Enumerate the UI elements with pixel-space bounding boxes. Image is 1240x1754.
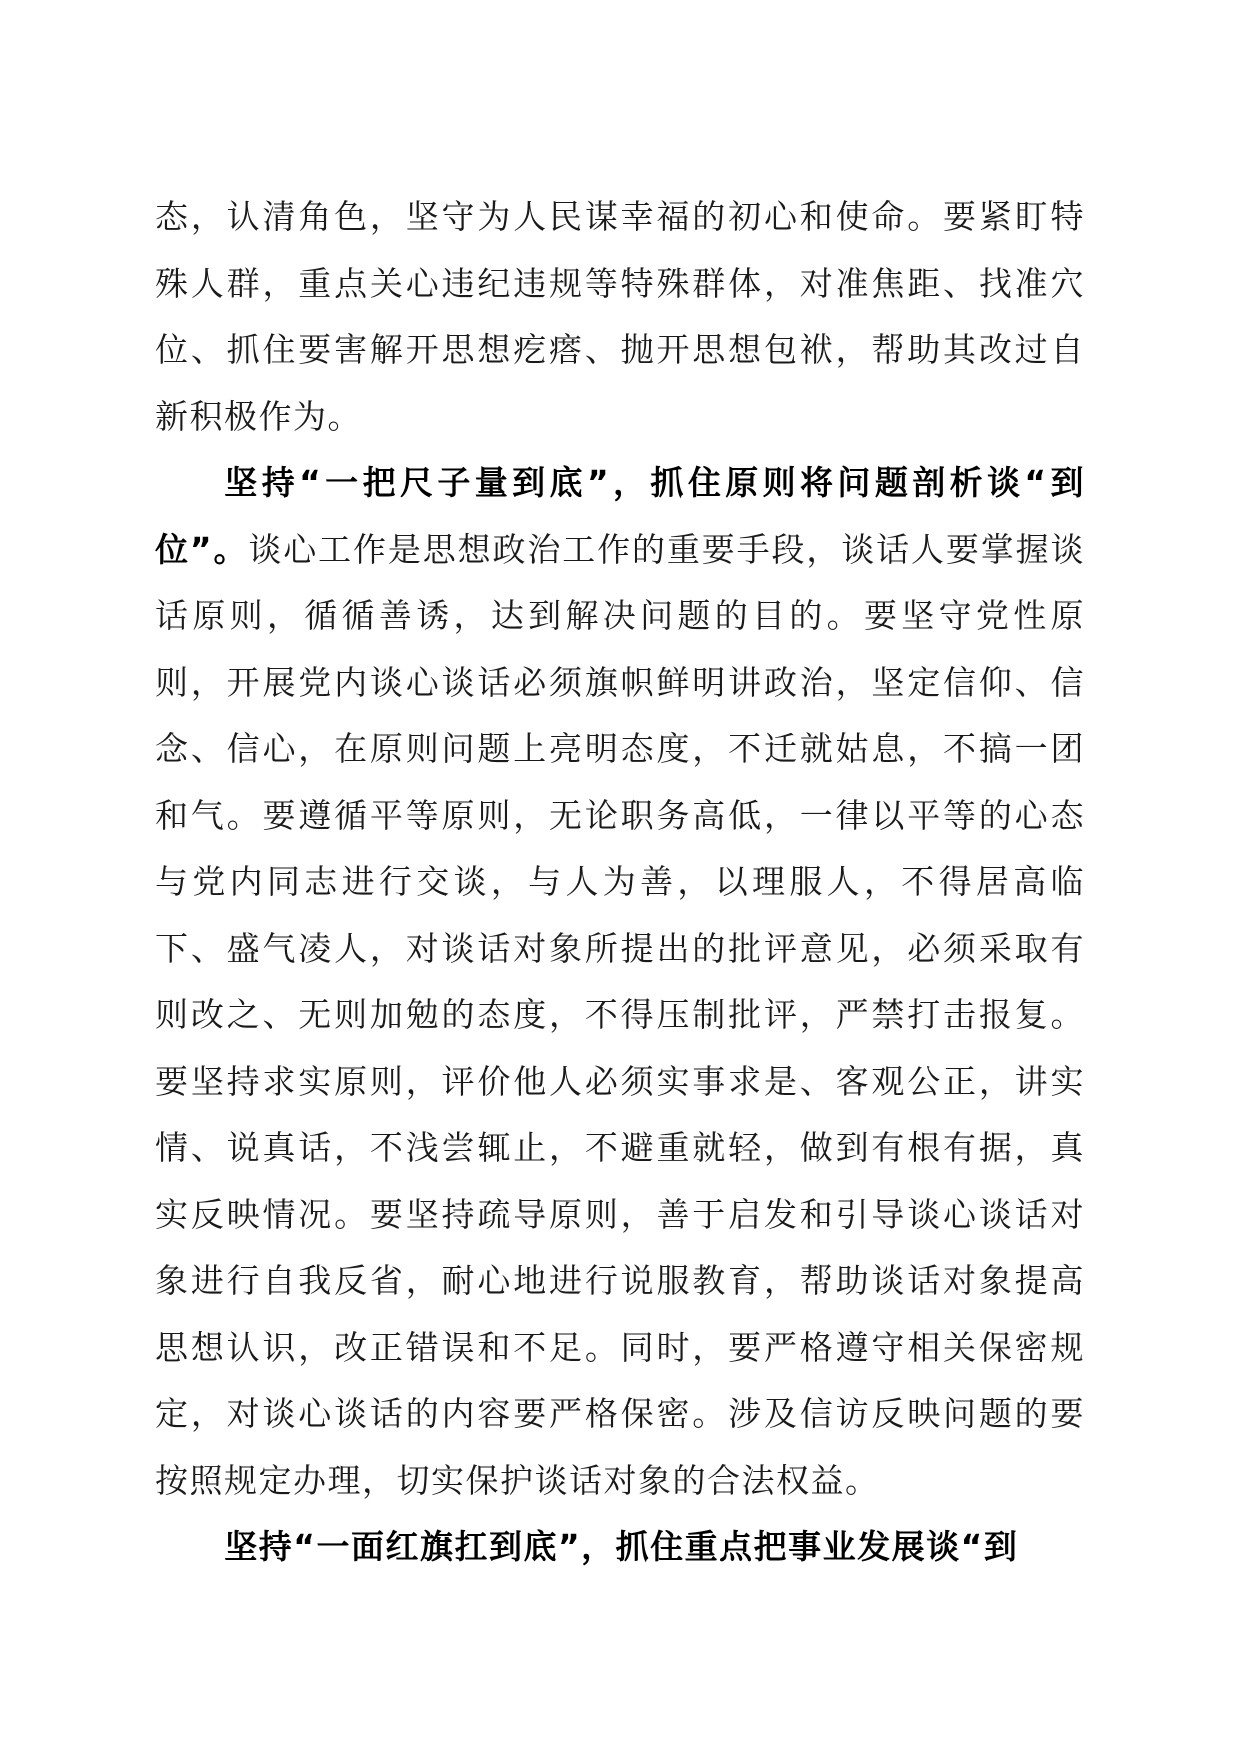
- paragraph-text: 谈心工作是思想政治工作的重要手段，谈话人要掌握谈话原则，循循善诱，达到解决问题的目的。要坚守党性原则，开展党内谈心谈话必须旗帜鲜明讲政治，坚定信仰、信念、信心，在原则问题上亮明态度，不迁就姑息，不搞一团和气。要遵循平等原则，无论职务高低，一律以平等的心态与党内同志进行交谈，与人为善，以理服人，不得居高临下、盛气凌人，对谈话对象所提出的批评意见，必须采取有则改之、无则加勉的态度，不得压制批评，严禁打击报复。要坚持求实原则，评价他人必须实事求是、客观公正，讲实情、说真话，不浅尝辄止，不避重就轻，做到有根有据，真实反映情况。要坚持疏导原则，善于启发和引导谈心谈话对象进行自我反省，耐心地进行说服教育，帮助谈话对象提高思想认识，改正错误和不足。同时，要严格遵守相关保密规定，对谈心谈话的内容要严格保密。涉及信访反映问题的要按照规定办理，切实保护谈话对象的合法权益。: [155, 529, 1085, 1500]
- paragraph-text: 态，认清角色，坚守为人民谋幸福的初心和使命。要紧盯特殊人群，重点关心违纪违规等特殊群体，对准焦距、找准穴位、抓住要害解开思想疙瘩、抛开思想包袱，帮助其改过自新积极作为。: [155, 197, 1085, 436]
- paragraph-heading: 坚持“一把尺子量到底”，抓住原则将问题剖析谈“到位”。: [155, 463, 1085, 569]
- paragraph-continuation: [155, 184, 1085, 450]
- paragraph-red-flag: [155, 1514, 1085, 1581]
- paragraph-principles: [155, 450, 1085, 1514]
- document-body: [155, 184, 1085, 1581]
- paragraph-heading: 坚持“一面红旗扛到底”，抓住重点把事业发展谈“到: [224, 1527, 1019, 1566]
